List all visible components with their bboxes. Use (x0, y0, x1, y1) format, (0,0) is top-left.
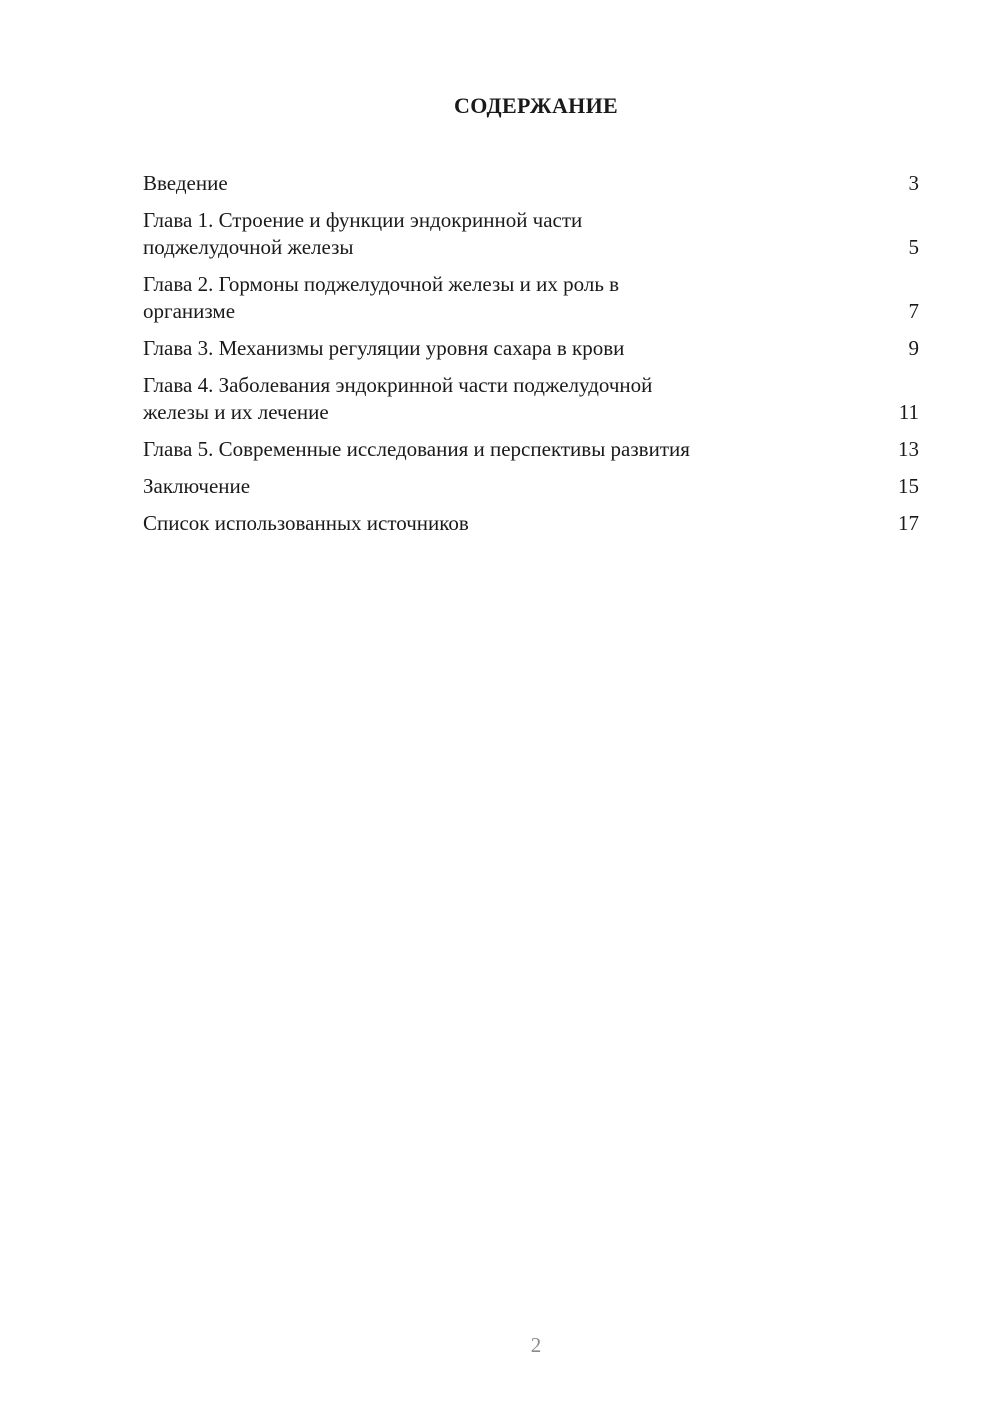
toc-entry-introduction[interactable] (143, 170, 919, 197)
toc-entry-conclusion[interactable] (143, 473, 919, 500)
toc-entry-page: 13 (898, 437, 919, 461)
toc-entry-chapter-3[interactable] (143, 335, 919, 362)
toc-entry-title: Глава 4. Заболевания эндокринной части поджелудочной железы и их лечение (143, 373, 653, 424)
table-of-contents (143, 170, 919, 547)
page-number: 2 (530, 1333, 542, 1357)
toc-entry-title: Глава 3. Механизмы регуляции уровня сахара в крови (143, 336, 625, 360)
toc-entry-chapter-2[interactable] (143, 271, 919, 325)
toc-entry-page: 9 (908, 336, 919, 360)
toc-entry-page: 15 (898, 474, 919, 498)
page-title: СОДЕРЖАНИЕ (454, 93, 618, 118)
toc-entry-title: Глава 1. Строение и функции эндокринной части поджелудочной железы (143, 208, 583, 259)
toc-entry-title: Список использованных источников (143, 511, 469, 535)
toc-entry-title: Глава 5. Современные исследования и перспективы развития (143, 437, 690, 461)
toc-entry-title: Заключение (143, 474, 251, 498)
toc-entry-page: 17 (898, 511, 919, 535)
toc-entry-page: 7 (908, 299, 919, 323)
toc-entry-chapter-4[interactable] (143, 372, 919, 426)
toc-entry-title: Глава 2. Гормоны поджелудочной железы и их роль в организме (143, 272, 620, 323)
toc-entry-page: 3 (908, 171, 919, 195)
toc-entry-page: 11 (898, 400, 919, 424)
toc-entry-title: Введение (143, 171, 228, 195)
toc-entry-page: 5 (908, 235, 919, 259)
toc-entry-chapter-1[interactable] (143, 207, 919, 261)
toc-entry-chapter-5[interactable] (143, 436, 919, 463)
toc-entry-references[interactable] (143, 510, 919, 537)
